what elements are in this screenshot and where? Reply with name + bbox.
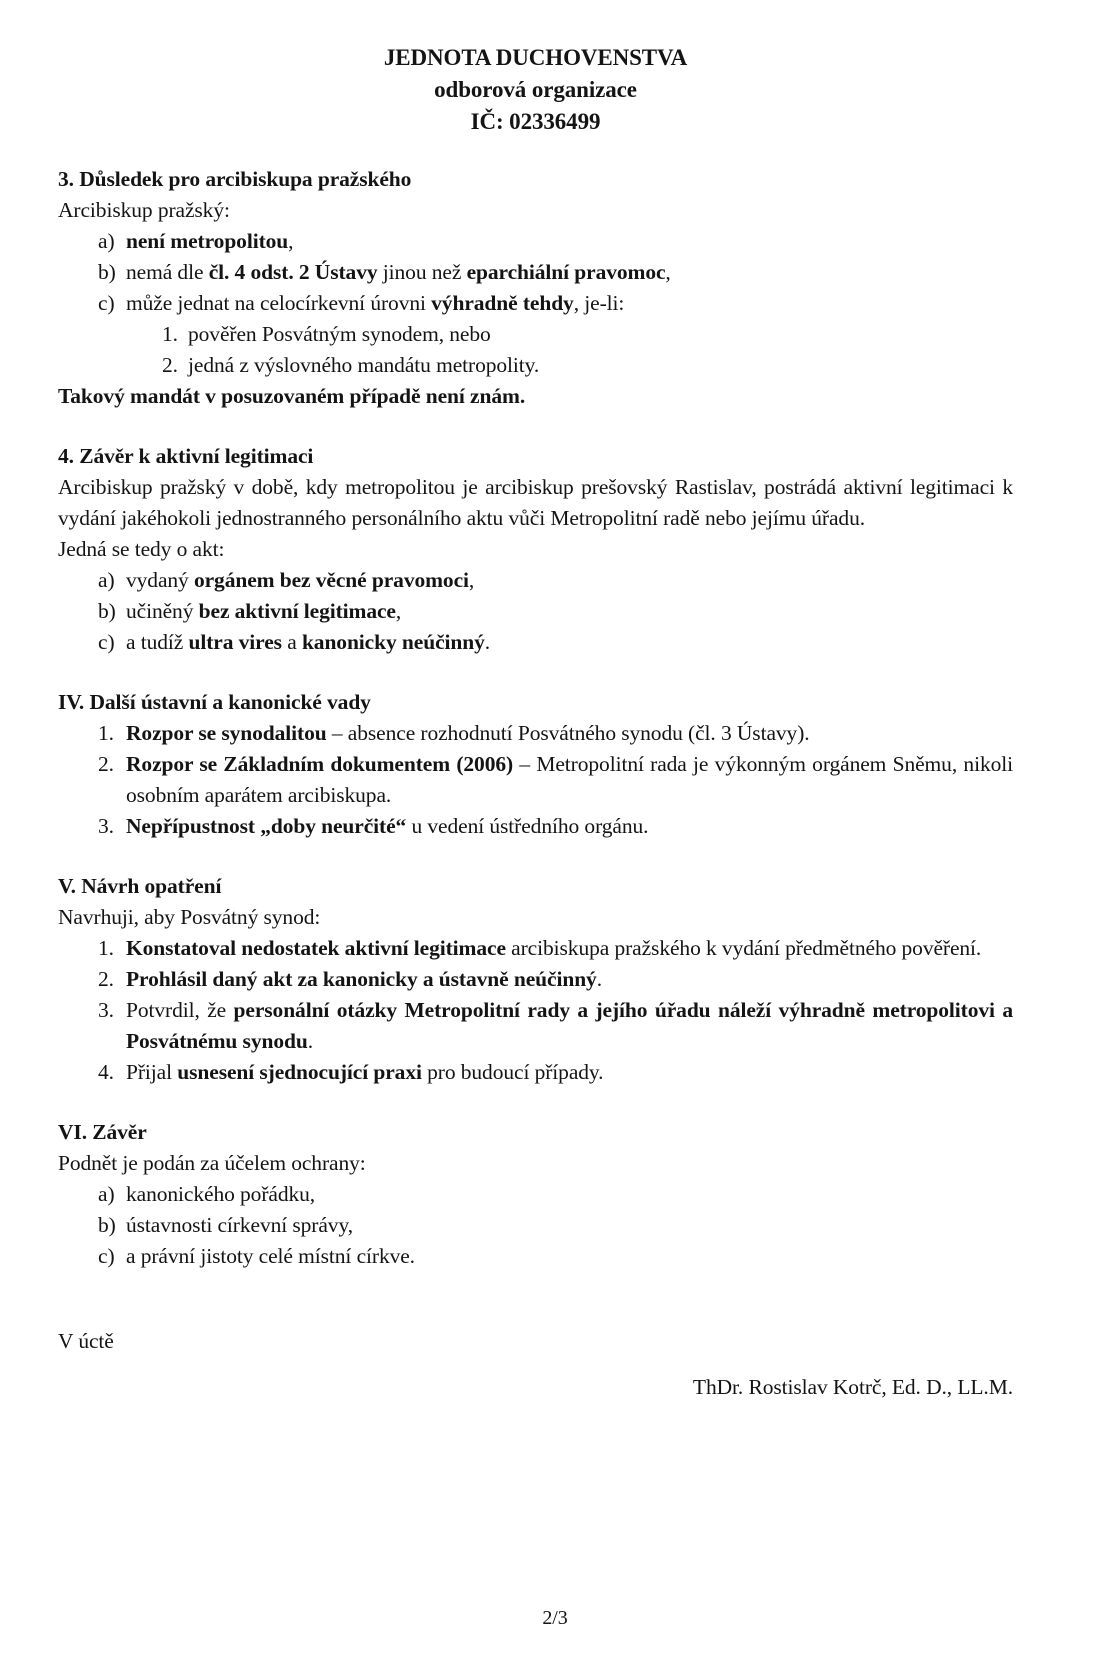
list-item <box>58 964 1013 995</box>
signature-line <box>58 1372 1013 1403</box>
text-segment: může jednat na celocírkevní úrovni <box>126 291 432 315</box>
document-header <box>58 42 1013 138</box>
text-segment-bold: Prohlásil daný akt za kanonicky a ústavně neúčinný <box>126 967 597 991</box>
nested-list-item <box>58 319 1013 350</box>
text-segment: . <box>307 1029 313 1053</box>
text-segment: Navrhuji, aby Posvátný synod: <box>58 905 321 929</box>
text-segment-bold: Rozpor se synodalitou <box>126 721 327 745</box>
org-name: JEDNOTA DUCHOVENSTVA <box>383 45 688 70</box>
text-segment: Potvrdil, že <box>126 998 234 1022</box>
text-segment: , <box>395 599 402 623</box>
list-item <box>58 1057 1013 1088</box>
text-segment: Jedná se tedy o akt: <box>58 537 225 561</box>
text-segment: u vedení ústředního orgánu. <box>406 814 649 838</box>
list-item <box>58 749 1013 811</box>
text-segment-bold: eparchiální pravomoc <box>466 260 666 284</box>
list-item <box>58 933 1013 964</box>
spacer <box>58 1088 1013 1117</box>
list-marker: 2. <box>162 353 178 377</box>
spacer <box>58 658 1013 687</box>
text-segment: Přijal <box>126 1060 178 1084</box>
list-item <box>58 627 1013 658</box>
org-type: odborová organizace <box>434 77 637 102</box>
list-item <box>58 226 1013 257</box>
text-segment-bold: VI. Závěr <box>58 1120 147 1144</box>
text-segment: a <box>281 630 302 654</box>
text-segment-bold: usnesení sjednocující praxi <box>177 1060 422 1084</box>
text-segment: pověřen Posvátným synodem, nebo <box>188 322 491 346</box>
list-marker: c) <box>98 1244 115 1268</box>
list-marker: 2. <box>98 967 114 991</box>
page-number: 2/3 <box>542 1607 568 1629</box>
text-segment: arcibiskupa pražského k vydání předmětného pověření. <box>505 936 982 960</box>
list-marker: c) <box>98 291 115 315</box>
text-segment: Arcibiskup pražský v době, kdy metropolitou je arcibiskup prešovský Rastislav, postrádá aktivní legitimaci k vydání jakéhokoli jednostranného personálního aktu vůči Metropolitní radě nebo jejímu úřadu. <box>58 475 1013 530</box>
text-segment: . <box>596 967 602 991</box>
spacer <box>58 842 1013 871</box>
spacer <box>58 1357 1013 1372</box>
list-item <box>58 811 1013 842</box>
text-segment: V úctě <box>58 1329 114 1353</box>
list-item <box>58 1241 1013 1272</box>
text-segment: Arcibiskup pražský: <box>58 198 230 222</box>
list-marker: 3. <box>98 998 114 1022</box>
text-segment: , <box>288 229 294 253</box>
text-segment: ThDr. Rostislav Kotrč, Ed. D., LL.M. <box>692 1375 1013 1399</box>
text-segment-bold: personální otázky Metropolitní rady a jejího úřadu náleží výhradně metropolitovi a Posvátnému synodu <box>126 998 1013 1053</box>
text-segment: , <box>468 568 475 592</box>
text-segment: – absence rozhodnutí Posvátného synodu (čl. 3 Ústavy). <box>326 721 810 745</box>
text-segment: pro budoucí případy. <box>421 1060 604 1084</box>
list-marker: 1. <box>98 936 114 960</box>
text-segment: kanonického pořádku, <box>126 1182 316 1206</box>
list-marker: 2. <box>98 752 114 776</box>
list-item <box>58 596 1013 627</box>
text-segment: učiněný <box>126 599 199 623</box>
paragraph <box>58 472 1013 534</box>
list-marker: a) <box>98 229 115 253</box>
list-marker: b) <box>98 599 116 623</box>
list-marker: a) <box>98 1182 115 1206</box>
paragraph <box>58 534 1013 565</box>
list-item <box>58 995 1013 1057</box>
emphasis-paragraph <box>58 381 1013 412</box>
list-item <box>58 1210 1013 1241</box>
text-segment-bold: kanonicky neúčinný <box>301 630 485 654</box>
list-marker: 1. <box>98 721 114 745</box>
text-segment-bold: IV. Další ústavní a kanonické vady <box>58 690 371 714</box>
text-segment: a tudíž <box>126 630 189 654</box>
list-item <box>58 288 1013 319</box>
text-segment: Podnět je podán za účelem ochrany: <box>58 1151 366 1175</box>
list-item <box>58 565 1013 596</box>
text-segment-bold: 4. Závěr k aktivní legitimaci <box>58 444 314 468</box>
text-segment: jinou než <box>377 260 467 284</box>
text-segment-bold: ultra vires <box>188 630 282 654</box>
list-marker: a) <box>98 568 115 592</box>
list-marker: 4. <box>98 1060 114 1084</box>
text-segment-bold: Konstatoval nedostatek aktivní legitimace <box>126 936 506 960</box>
text-segment-bold: Takový mandát v posuzovaném případě není znám. <box>58 384 526 408</box>
list-item <box>58 1179 1013 1210</box>
section-v-heading <box>58 871 1013 902</box>
text-segment-bold: orgánem bez věcné pravomoci <box>193 568 469 592</box>
list-item <box>58 718 1013 749</box>
list-marker: b) <box>98 1213 116 1237</box>
list-marker: 1. <box>162 322 178 346</box>
paragraph <box>58 195 1013 226</box>
paragraph <box>58 902 1013 933</box>
section-3-heading <box>58 164 1013 195</box>
document-body <box>58 164 1013 1403</box>
closing-salutation <box>58 1326 1013 1357</box>
text-segment-bold: bez aktivní legitimace <box>198 599 396 623</box>
list-marker: c) <box>98 630 115 654</box>
section-iv-heading <box>58 687 1013 718</box>
list-marker: b) <box>98 260 116 284</box>
list-marker: 3. <box>98 814 114 838</box>
text-segment: jedná z výslovného mandátu metropolity. <box>188 353 540 377</box>
text-segment-bold: čl. 4 odst. 2 Ústavy <box>208 260 378 284</box>
spacer <box>58 412 1013 441</box>
org-id: IČ: 02336499 <box>470 109 601 134</box>
nested-list-item <box>58 350 1013 381</box>
text-segment-bold: Rozpor se Základním dokumentem (2006) <box>126 752 514 776</box>
text-segment-bold: není metropolitou <box>126 229 289 253</box>
text-segment-bold: 3. Důsledek pro arcibiskupa pražského <box>58 167 412 191</box>
text-segment: ústavnosti církevní správy, <box>126 1213 353 1237</box>
text-segment: vydaný <box>126 568 194 592</box>
text-segment: . <box>484 630 491 654</box>
text-segment-bold: výhradně tehdy <box>431 291 574 315</box>
text-segment-bold: Nepřípustnost „doby neurčité“ <box>126 814 407 838</box>
list-item <box>58 257 1013 288</box>
section-4-heading <box>58 441 1013 472</box>
text-segment: a právní jistoty celé místní církve. <box>126 1244 415 1268</box>
paragraph <box>58 1148 1013 1179</box>
text-segment: – Metropolitní rada je výkonným orgánem Sněmu, nikoli osobním aparátem arcibiskupa. <box>126 752 1013 807</box>
text-segment: nemá dle <box>126 260 209 284</box>
text-segment: , je-li: <box>573 291 625 315</box>
text-segment: , <box>665 260 671 284</box>
text-segment-bold: V. Návrh opatření <box>58 874 222 898</box>
spacer <box>58 1272 1013 1326</box>
section-vi-heading <box>58 1117 1013 1148</box>
